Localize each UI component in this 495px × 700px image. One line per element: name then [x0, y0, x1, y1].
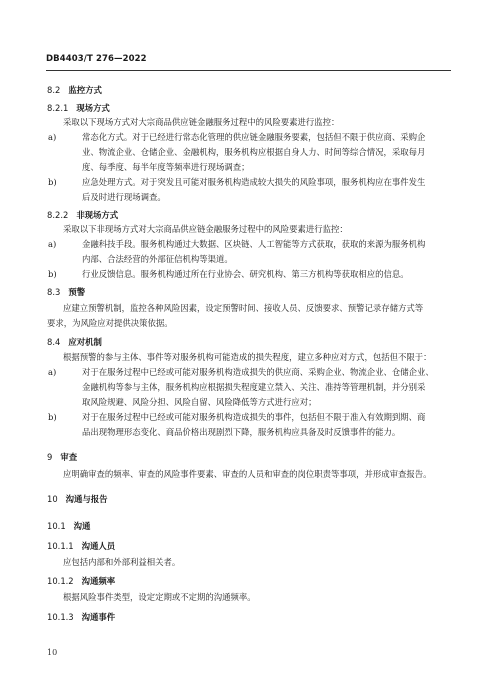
subsection-number: 10.1.2 — [47, 576, 74, 586]
list-item-line: 行业反馈信息。服务机构通过所在行业协会、研究机构、第三方机构等获取相应的信息。 — [82, 269, 409, 279]
chapter-number: 9 — [47, 452, 53, 462]
subsection-number: 10.1.1 — [47, 541, 74, 551]
section-number: 8.3 — [47, 287, 61, 297]
subsection-title: 沟通频率 — [81, 576, 116, 586]
section-title: 监控方式 — [68, 85, 102, 95]
section-title: 应对机制 — [68, 337, 102, 347]
list-item-line: 内部、合法经营的外部征信机构等渠道。 — [82, 254, 233, 264]
list-item-label: b) — [48, 269, 57, 279]
list-item-line: 金融机构等参与主体，服务机构应根据损失程度建立禁入、关注、准持等管理机制，并分别采 — [82, 382, 426, 392]
paragraph: 应明确审查的频率、审查的风险事件要素、审查的人员和审查的岗位职责等事项，并形成审查报告。 — [63, 469, 432, 479]
subsection-number: 10.1.3 — [47, 612, 74, 622]
paragraph: 采取以下现场方式对大宗商品供应链金融服务过程中的风险要素进行监控： — [63, 117, 340, 127]
list-item-line: 后及时进行现场调查。 — [82, 192, 166, 202]
document-id-header: DB4403/T 276—2022 — [46, 54, 147, 64]
subsection-title: 沟通人员 — [81, 541, 116, 551]
paragraph: 应包括内部和外部利益相关者。 — [63, 557, 181, 567]
chapter-heading — [47, 451, 77, 463]
section-heading — [47, 84, 102, 96]
list-item-line: 取风险规避、风险分担、风险自留、风险降低等方式进行应对； — [82, 397, 317, 407]
list-item-line: 业、物流企业、仓储企业、金融机构，服务机构应根据自身人力、时间等综合情况，采取每月 — [82, 147, 426, 157]
subsection-title: 现场方式 — [76, 103, 110, 113]
subsection-heading — [47, 540, 115, 552]
paragraph: 根据风险事件类型，设定定期或不定期的沟通频率。 — [63, 592, 256, 602]
section-heading — [47, 520, 90, 532]
subsection-title: 非现场方式 — [76, 210, 119, 220]
list-item-label: b) — [48, 177, 57, 187]
subsection-heading — [47, 102, 110, 114]
list-item-line: 对于在服务过程中已经或可能对服务机构造成损失的事件，包括但不限于准入有效期到期、商 — [82, 412, 426, 422]
section-heading — [47, 336, 102, 348]
section-number: 8.4 — [47, 337, 61, 347]
section-number: 8.2 — [47, 85, 61, 95]
paragraph-line: 要求，为风险应对提供决策依据。 — [47, 318, 173, 328]
subsection-title: 沟通事件 — [81, 612, 116, 622]
subsection-number: 8.2.1 — [47, 103, 69, 113]
list-item-line: 金融科技手段。服务机构通过大数据、区块链、人工智能等方式获取，获取的来源为服务机构 — [82, 239, 426, 249]
section-number: 10.1 — [47, 521, 66, 531]
list-item-line: 对于在服务过程中已经或可能对服务机构造成损失的供应商、采购企业、物流企业、仓储企业、 — [82, 367, 434, 377]
section-title: 预警 — [68, 287, 86, 297]
header-rule — [46, 70, 451, 71]
chapter-heading — [47, 493, 108, 505]
paragraph: 根据预警的参与主体、事件等对服务机构可能造成的损失程度，建立多种应对方式，包括但不限于： — [63, 352, 432, 362]
chapter-title: 审查 — [60, 452, 78, 462]
subsection-heading — [47, 575, 115, 587]
subsection-number: 8.2.2 — [47, 210, 69, 220]
chapter-number: 10 — [47, 494, 58, 504]
list-item-line: 常态化方式。对于已经进行常态化管理的供应链金融服务要素，包括但不限于供应商、采购企 — [82, 132, 426, 142]
list-item-line: 品出现物理形态变化、商品价格出现剧烈下降，服务机构应具备及时反馈事件的能力。 — [82, 427, 401, 437]
list-item-label: b) — [48, 412, 57, 422]
list-item-label: a) — [48, 239, 57, 249]
list-item-label: a) — [48, 132, 57, 142]
paragraph: 采取以下非现场方式对大宗商品供应链金融服务过程中的风险要素进行监控： — [63, 224, 348, 234]
paragraph-line: 应建立预警机制，监控各种风险因素，设定预警时间、接收人员、反馈要求、预警记录存储方式等 — [63, 303, 424, 313]
section-title: 沟通 — [73, 521, 91, 531]
section-heading — [47, 286, 85, 298]
list-item-line: 度、每季度、每半年度等频率进行现场调查； — [82, 162, 250, 172]
list-item-label: a) — [48, 367, 57, 377]
list-item-line: 应急处理方式。对于突发且可能对服务机构造成较大损失的风险事项，服务机构应在事件发生 — [82, 177, 426, 187]
subsection-heading — [47, 611, 115, 623]
page-number: 10 — [47, 648, 58, 657]
subsection-heading — [47, 209, 118, 221]
chapter-title: 沟通与报告 — [65, 494, 108, 504]
